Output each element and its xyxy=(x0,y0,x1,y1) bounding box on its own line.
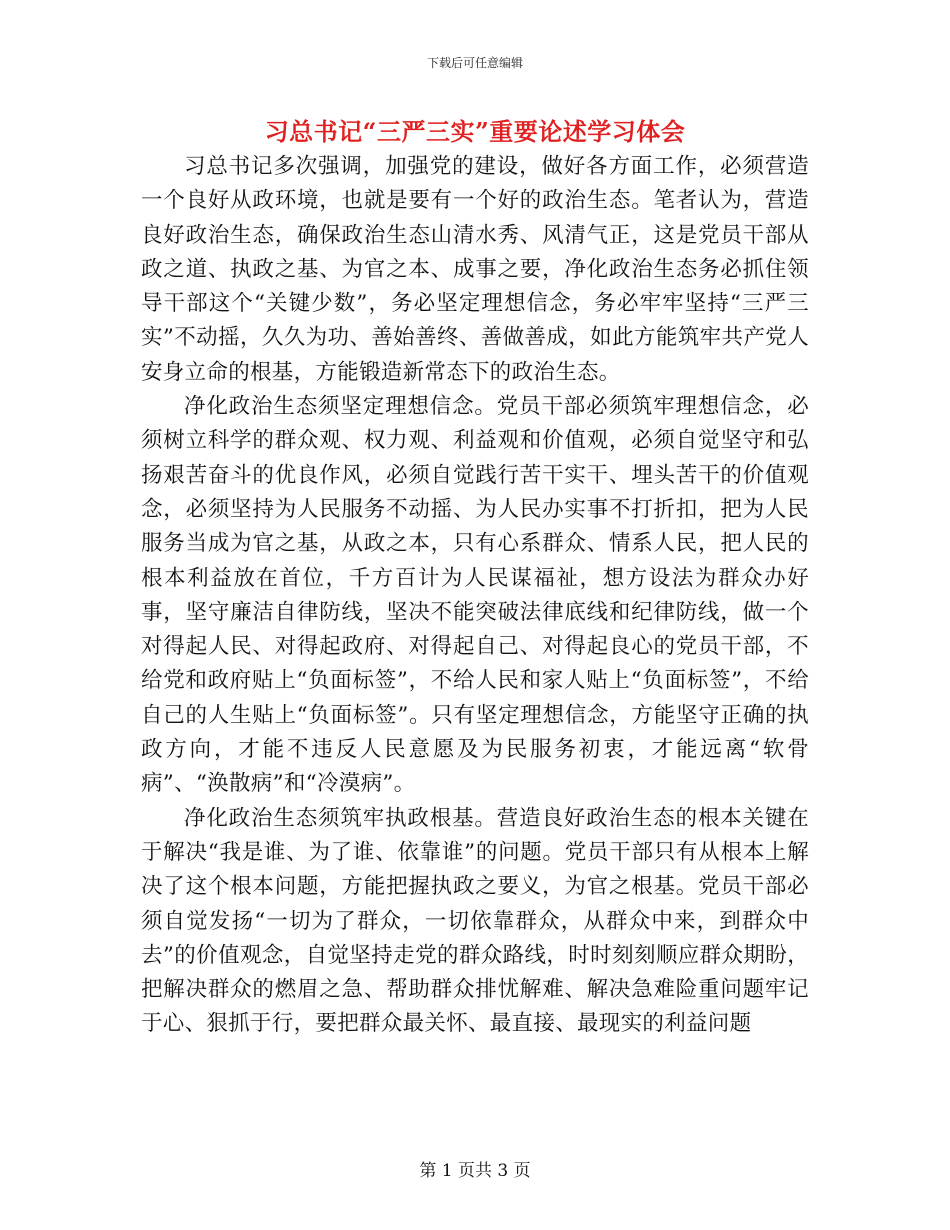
paragraph-intro: 习总书记多次强调，加强党的建设，做好各方面工作，必须营造一个良好从政环境，也就是要有一个好的政治生态。笔者认为，营造良好政治生态，确保政治生态山清水秀、风清气正，这是党员干部从政之道、执政之基、为官之本、成事之要，净化政治生态务必抓住领导干部这个“关键少数”，务必坚定理想信念，务必牢牢坚持“三严三实”不动摇，久久为功、善始善终、善做善成，如此方能筑牢共产党人安身立命的根基，方能锻造新常态下的政治生态。 xyxy=(141,154,809,385)
paragraph-foundation: 净化政治生态须筑牢执政根基。营造良好政治生态的根本关键在于解决“我是谁、为了谁、依靠谁”的问题。党员干部只有从根本上解决了这个根本问题，方能把握执政之要义，为官之根基。党员干部必须自觉发扬“一切为了群众，一切依靠群众，从群众中来，到群众中去”的价值观念，自觉坚持走党的群众路线，时时刻刻顺应群众期盼，把解决群众的燃眉之急、帮助群众排忧解难、解决急难险重问题牢记于心、狠抓于行，要把群众最关怀、最直接、最现实的利益问题 xyxy=(141,805,809,1037)
header-note: 下载后可任意编辑 xyxy=(426,56,523,70)
document-body xyxy=(141,150,809,1042)
document-title: 习总书记“三严三实”重要论述学习体会 xyxy=(264,117,686,146)
paragraph-ideals: 净化政治生态须坚定理想信念。党员干部必须筑牢理想信念，必须树立科学的群众观、权力观、利益观和价值观，必须自觉坚守和弘扬艰苦奋斗的优良作风，必须自觉践行苦干实干、埋头苦干的价值观念，必须坚持为人民服务不动摇、为人民办实事不打折扣，把为人民服务当成为官之基，从政之本，只有心系群众、情系人民，把人民的根本利益放在首位，千方百计为人民谋福祉，想方设法为群众办好事，坚守廉洁自律防线，坚决不能突破法律底线和纪律防线，做一个对得起人民、对得起政府、对得起自己、对得起良心的党员干部，不给党和政府贴上“负面标签”，不给人民和家人贴上“负面标签”，不给自己的人生贴上“负面标签”。只有坚定理想信念，方能坚守正确的执政方向，才能不违反人民意愿及为民服务初衷，才能远离“软骨病”、“涣散病”和“冷漠病”。 xyxy=(141,394,809,797)
page-footer: 第 1 页共 3 页 xyxy=(419,1161,531,1181)
